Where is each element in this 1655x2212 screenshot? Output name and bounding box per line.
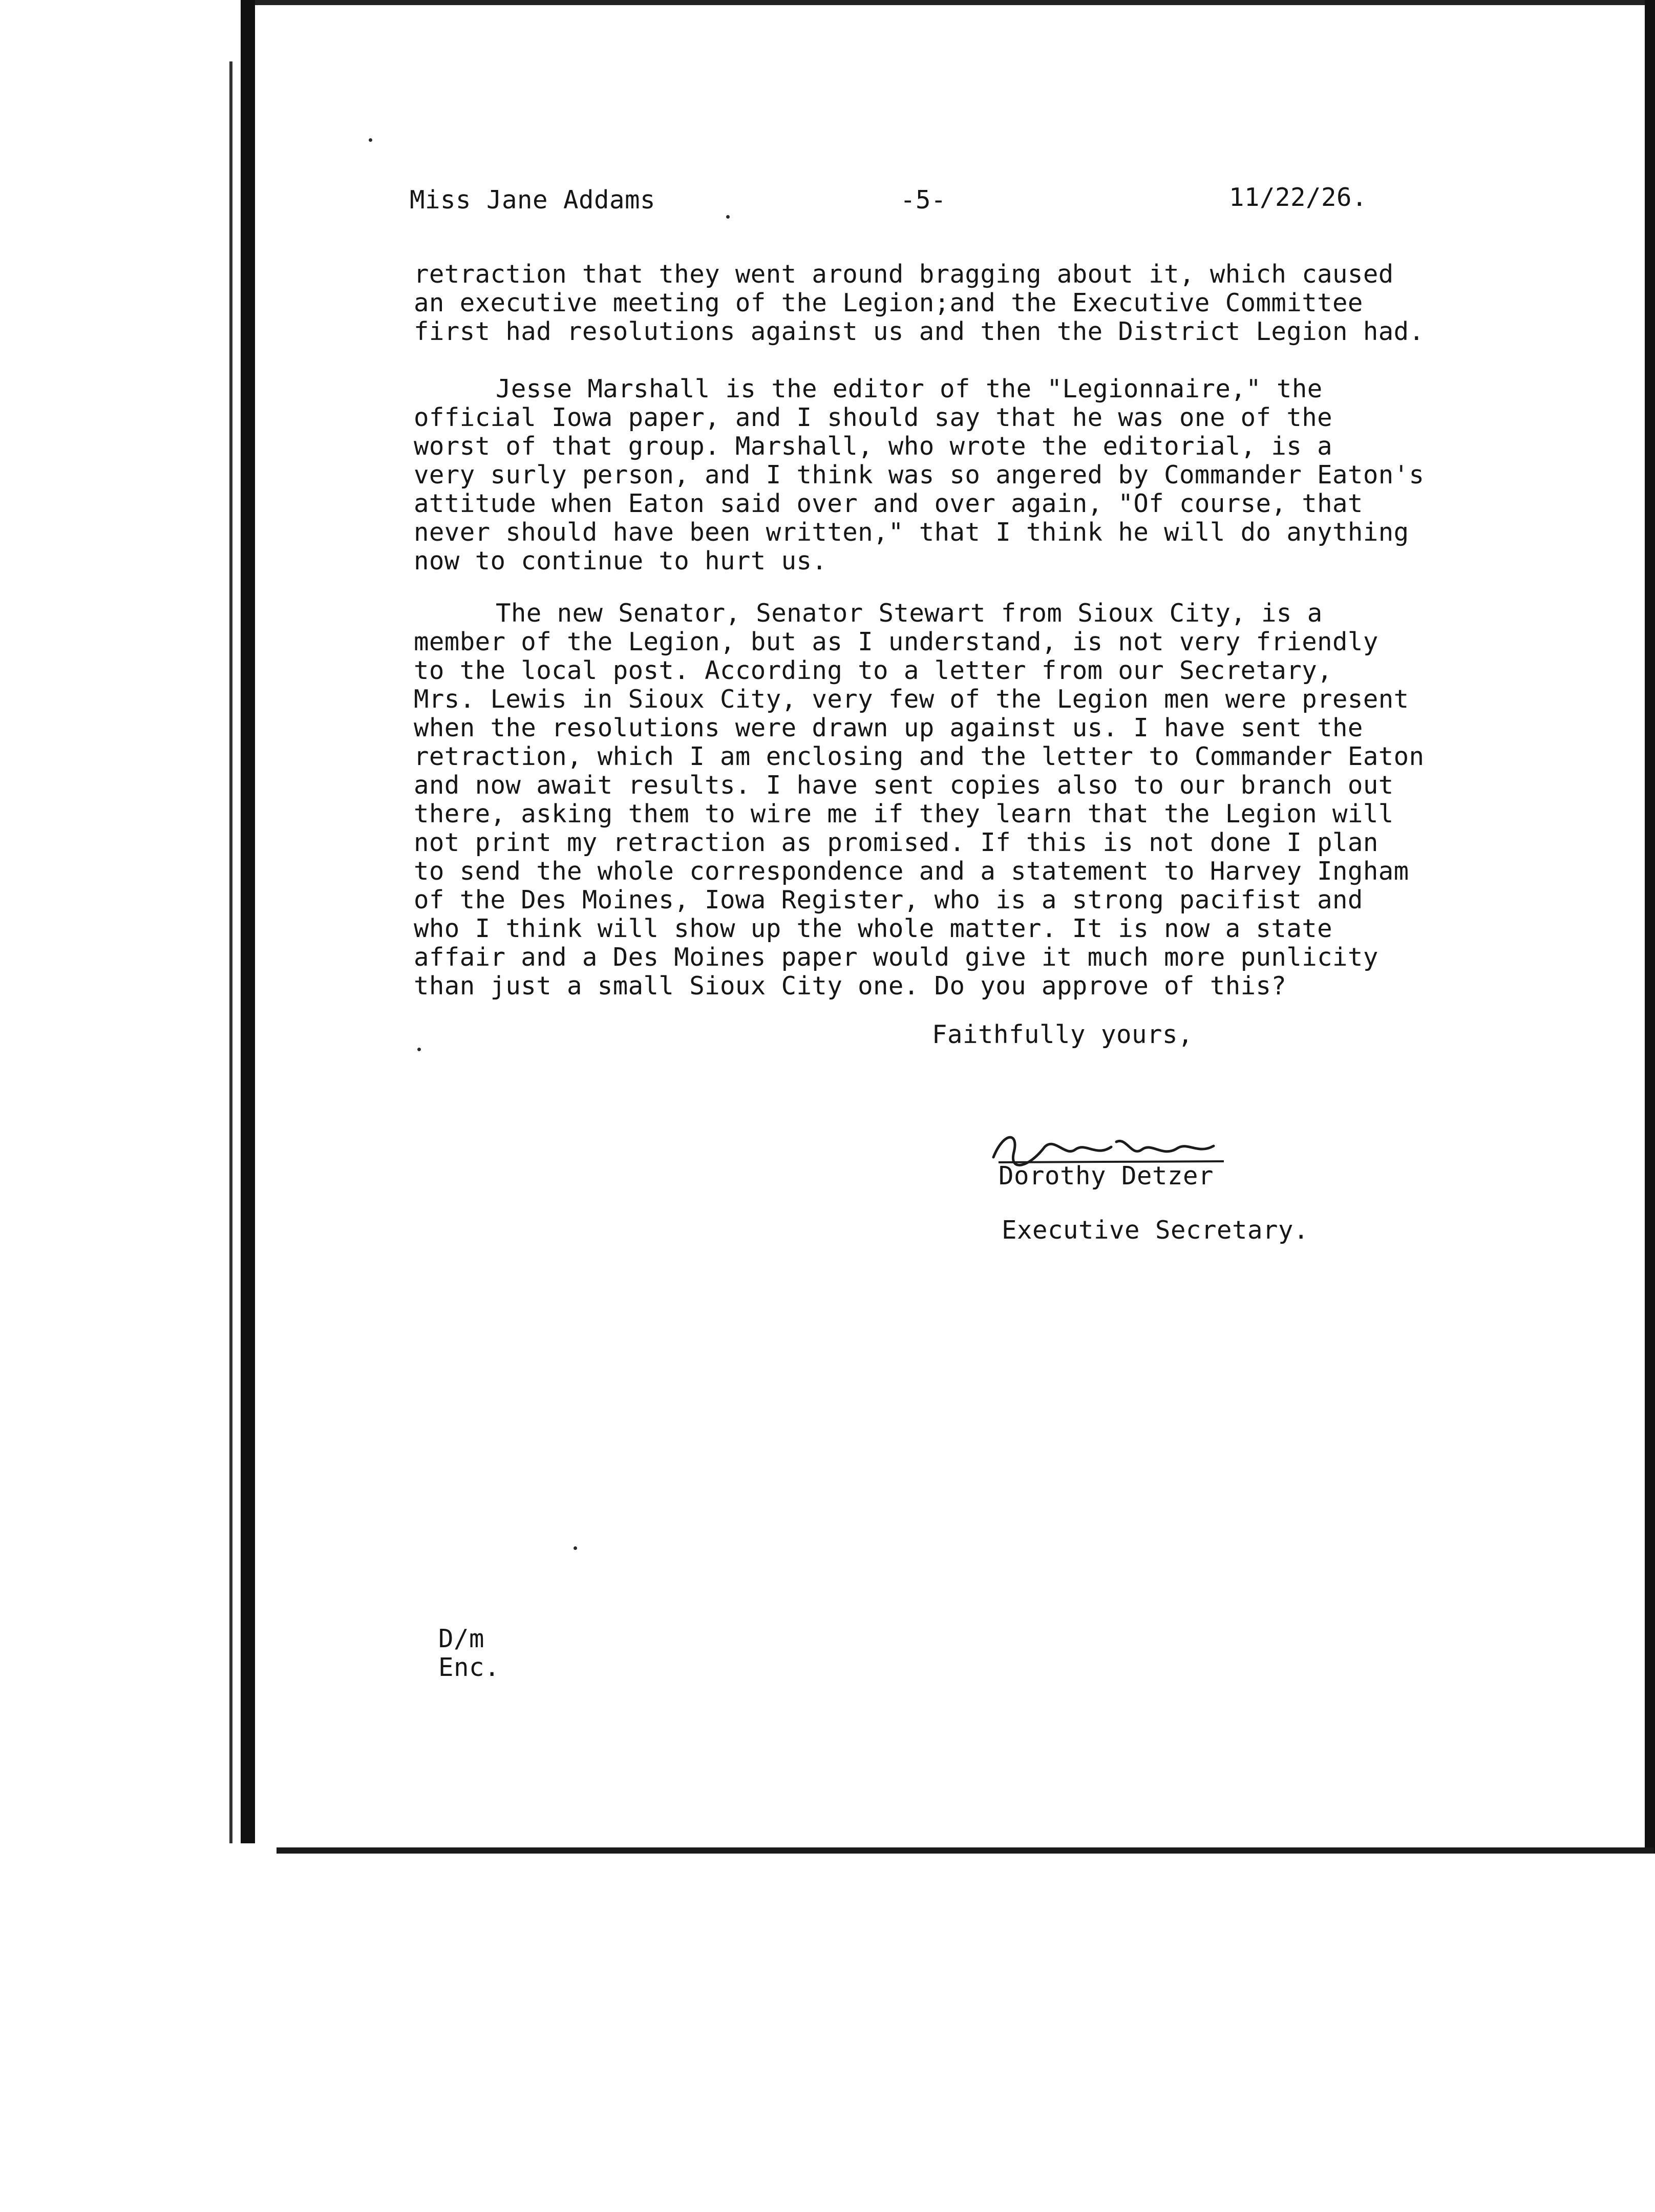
signer-name: Dorothy Detzer [999,1161,1214,1190]
recipient-header: Miss Jane Addams [410,185,656,215]
scan-left-edge-shadow [229,61,232,1843]
scan-top-edge [241,0,1655,5]
scan-right-edge [1645,0,1655,1859]
body-paragraph-3: The new Senator, Senator Stewart from Sioux City, is a member of the Legion, but as I understand, is not very friendly to the local post. According to a letter from our Secretary, Mrs. Lewis in Sioux City, very few of the Legion men were present when the resolutions were drawn up against us. I have sent the retraction, which I am enclosing and the letter to Commander Eaton and now await results. I have sent copies also to our branch out there, asking them to wire me if they learn that the Legion will not print my retraction as promised. If this is not done I plan to send the whole correspondence and a statement to Harvey Ingham of the Des Moines, Iowa Register, who is a strong pacifist and who I think will show up the whole matter. It is now a state affair and a Des Moines paper would give it much more punlicity than just a small Sioux City one. Do you approve of this? [414,599,1425,1001]
scan-left-edge [241,0,255,1843]
reference-initials: D/m [438,1624,485,1653]
page-number: -5- [900,185,947,215]
scan-speck [417,1048,421,1051]
scan-margin [0,1854,1655,2212]
signer-title: Executive Secretary. [1002,1216,1309,1245]
scan-speck [726,215,730,219]
scan-speck [574,1546,577,1550]
body-paragraph-2: Jesse Marshall is the editor of the "Legionnaire," the official Iowa paper, and I should say that he was one of the worst of that group. Marshall, who wrote the editorial, is a very surly person, and I think was so angered by Commander Eaton's attitude when Eaton said over and over again, "Of course, that never should have been written," that I think he will do anything now to continue to hurt us. [414,374,1425,576]
scan-speck [369,138,372,142]
body-paragraph-1: retraction that they went around bragging about it, which caused an executive meeting of the Legion;and the Executive Committee first had resolutions against us and then the District Legion had. [414,260,1425,346]
enclosure-note: Enc. [438,1653,500,1682]
scan-bottom-edge [277,1847,1654,1854]
letter-date: 11/22/26. [1229,183,1368,212]
closing-salutation: Faithfully yours, [932,1020,1194,1049]
